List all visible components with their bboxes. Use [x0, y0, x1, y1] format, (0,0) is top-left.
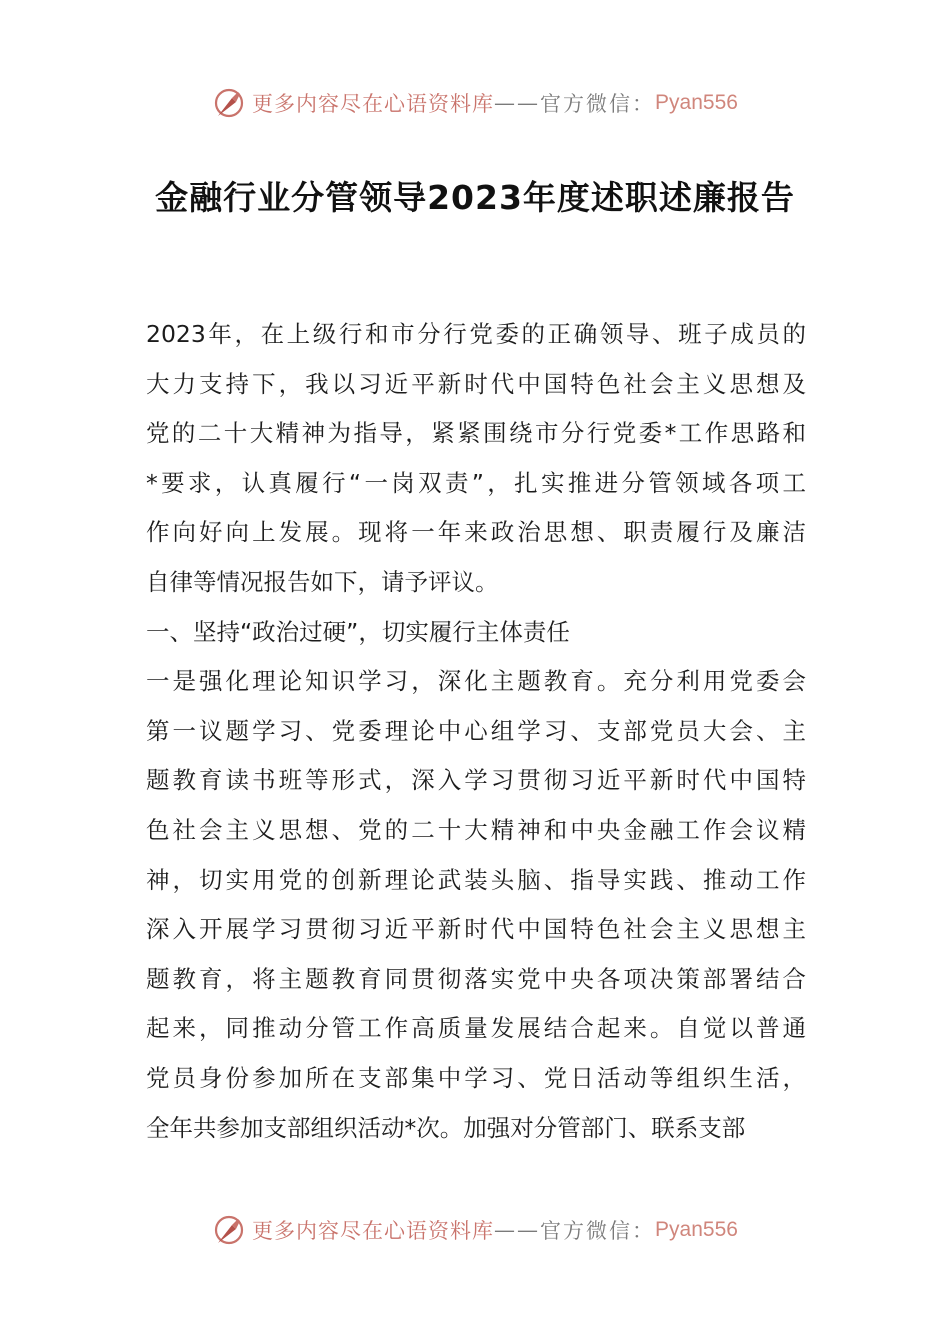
watermark-footer — [0, 1210, 950, 1250]
paragraph-line: 一是强化理论知识学习，深化主题教育。充分利用党委会 — [146, 667, 806, 696]
watermark-wechat-label: 官方微信： — [540, 1219, 656, 1243]
paragraph-line: 深入开展学习贯彻习近平新时代中国特色社会主义思想主 — [146, 915, 806, 944]
paragraph-line: 自律等情况报告如下，请予评议。 — [146, 567, 499, 596]
paragraph-line: 2023年，在上级行和市分行党委的正确领导、班子成员的 — [146, 320, 806, 348]
paragraph-line: 题教育读书班等形式，深入学习贯彻习近平新时代中国特 — [146, 766, 806, 795]
watermark-wechat-id: Pyan556 — [655, 1218, 738, 1241]
paragraph-line: 神，切实用党的创新理论武装头脑、指导实践、推动工作 — [146, 865, 806, 894]
paragraph-line: 大力支持下，我以习近平新时代中国特色社会主义思想及 — [146, 369, 806, 398]
paragraph-line: 全年共参加支部组织活动*次。加强对分管部门、联系支部 — [146, 1113, 746, 1142]
paragraph-line: 党员身份参加所在支部集中学习、党日活动等组织生活， — [146, 1063, 806, 1092]
watermark-wechat-id: Pyan556 — [655, 91, 738, 114]
pen-nib-logo-icon — [212, 1213, 246, 1247]
watermark-site-text: 更多内容尽在心语资料库 — [252, 1219, 495, 1243]
document-body — [146, 310, 806, 1153]
watermark-wechat-label: 官方微信： — [540, 92, 656, 116]
paragraph-line: 作向好向上发展。现将一年来政治思想、职责履行及廉洁 — [146, 518, 806, 547]
document-title: 金融行业分管领导2023年度述职述廉报告 — [155, 178, 795, 217]
paragraph-line: 党的二十大精神为指导，紧紧围绕市分行党委*工作思路和 — [146, 419, 806, 448]
paragraph-line: 第一议题学习、党委理论中心组学习、支部党员大会、主 — [146, 716, 806, 745]
pen-nib-logo-icon — [212, 86, 246, 120]
watermark-separator: —— — [494, 91, 541, 115]
paragraph-line: 色社会主义思想、党的二十大精神和中央金融工作会议精 — [146, 815, 806, 844]
section-heading: 一、坚持“政治过硬”，切实履行主体责任 — [146, 617, 570, 646]
paragraph-line: 起来，同推动分管工作高质量发展结合起来。自觉以普通 — [146, 1014, 806, 1043]
paragraph-line: *要求，认真履行“一岗双责”，扎实推进分管领域各项工 — [146, 468, 806, 497]
watermark-header — [0, 83, 950, 123]
watermark-site-text: 更多内容尽在心语资料库 — [252, 92, 495, 116]
watermark-separator: —— — [494, 1218, 541, 1242]
paragraph-line: 题教育，将主题教育同贯彻落实党中央各项决策部署结合 — [146, 964, 806, 993]
